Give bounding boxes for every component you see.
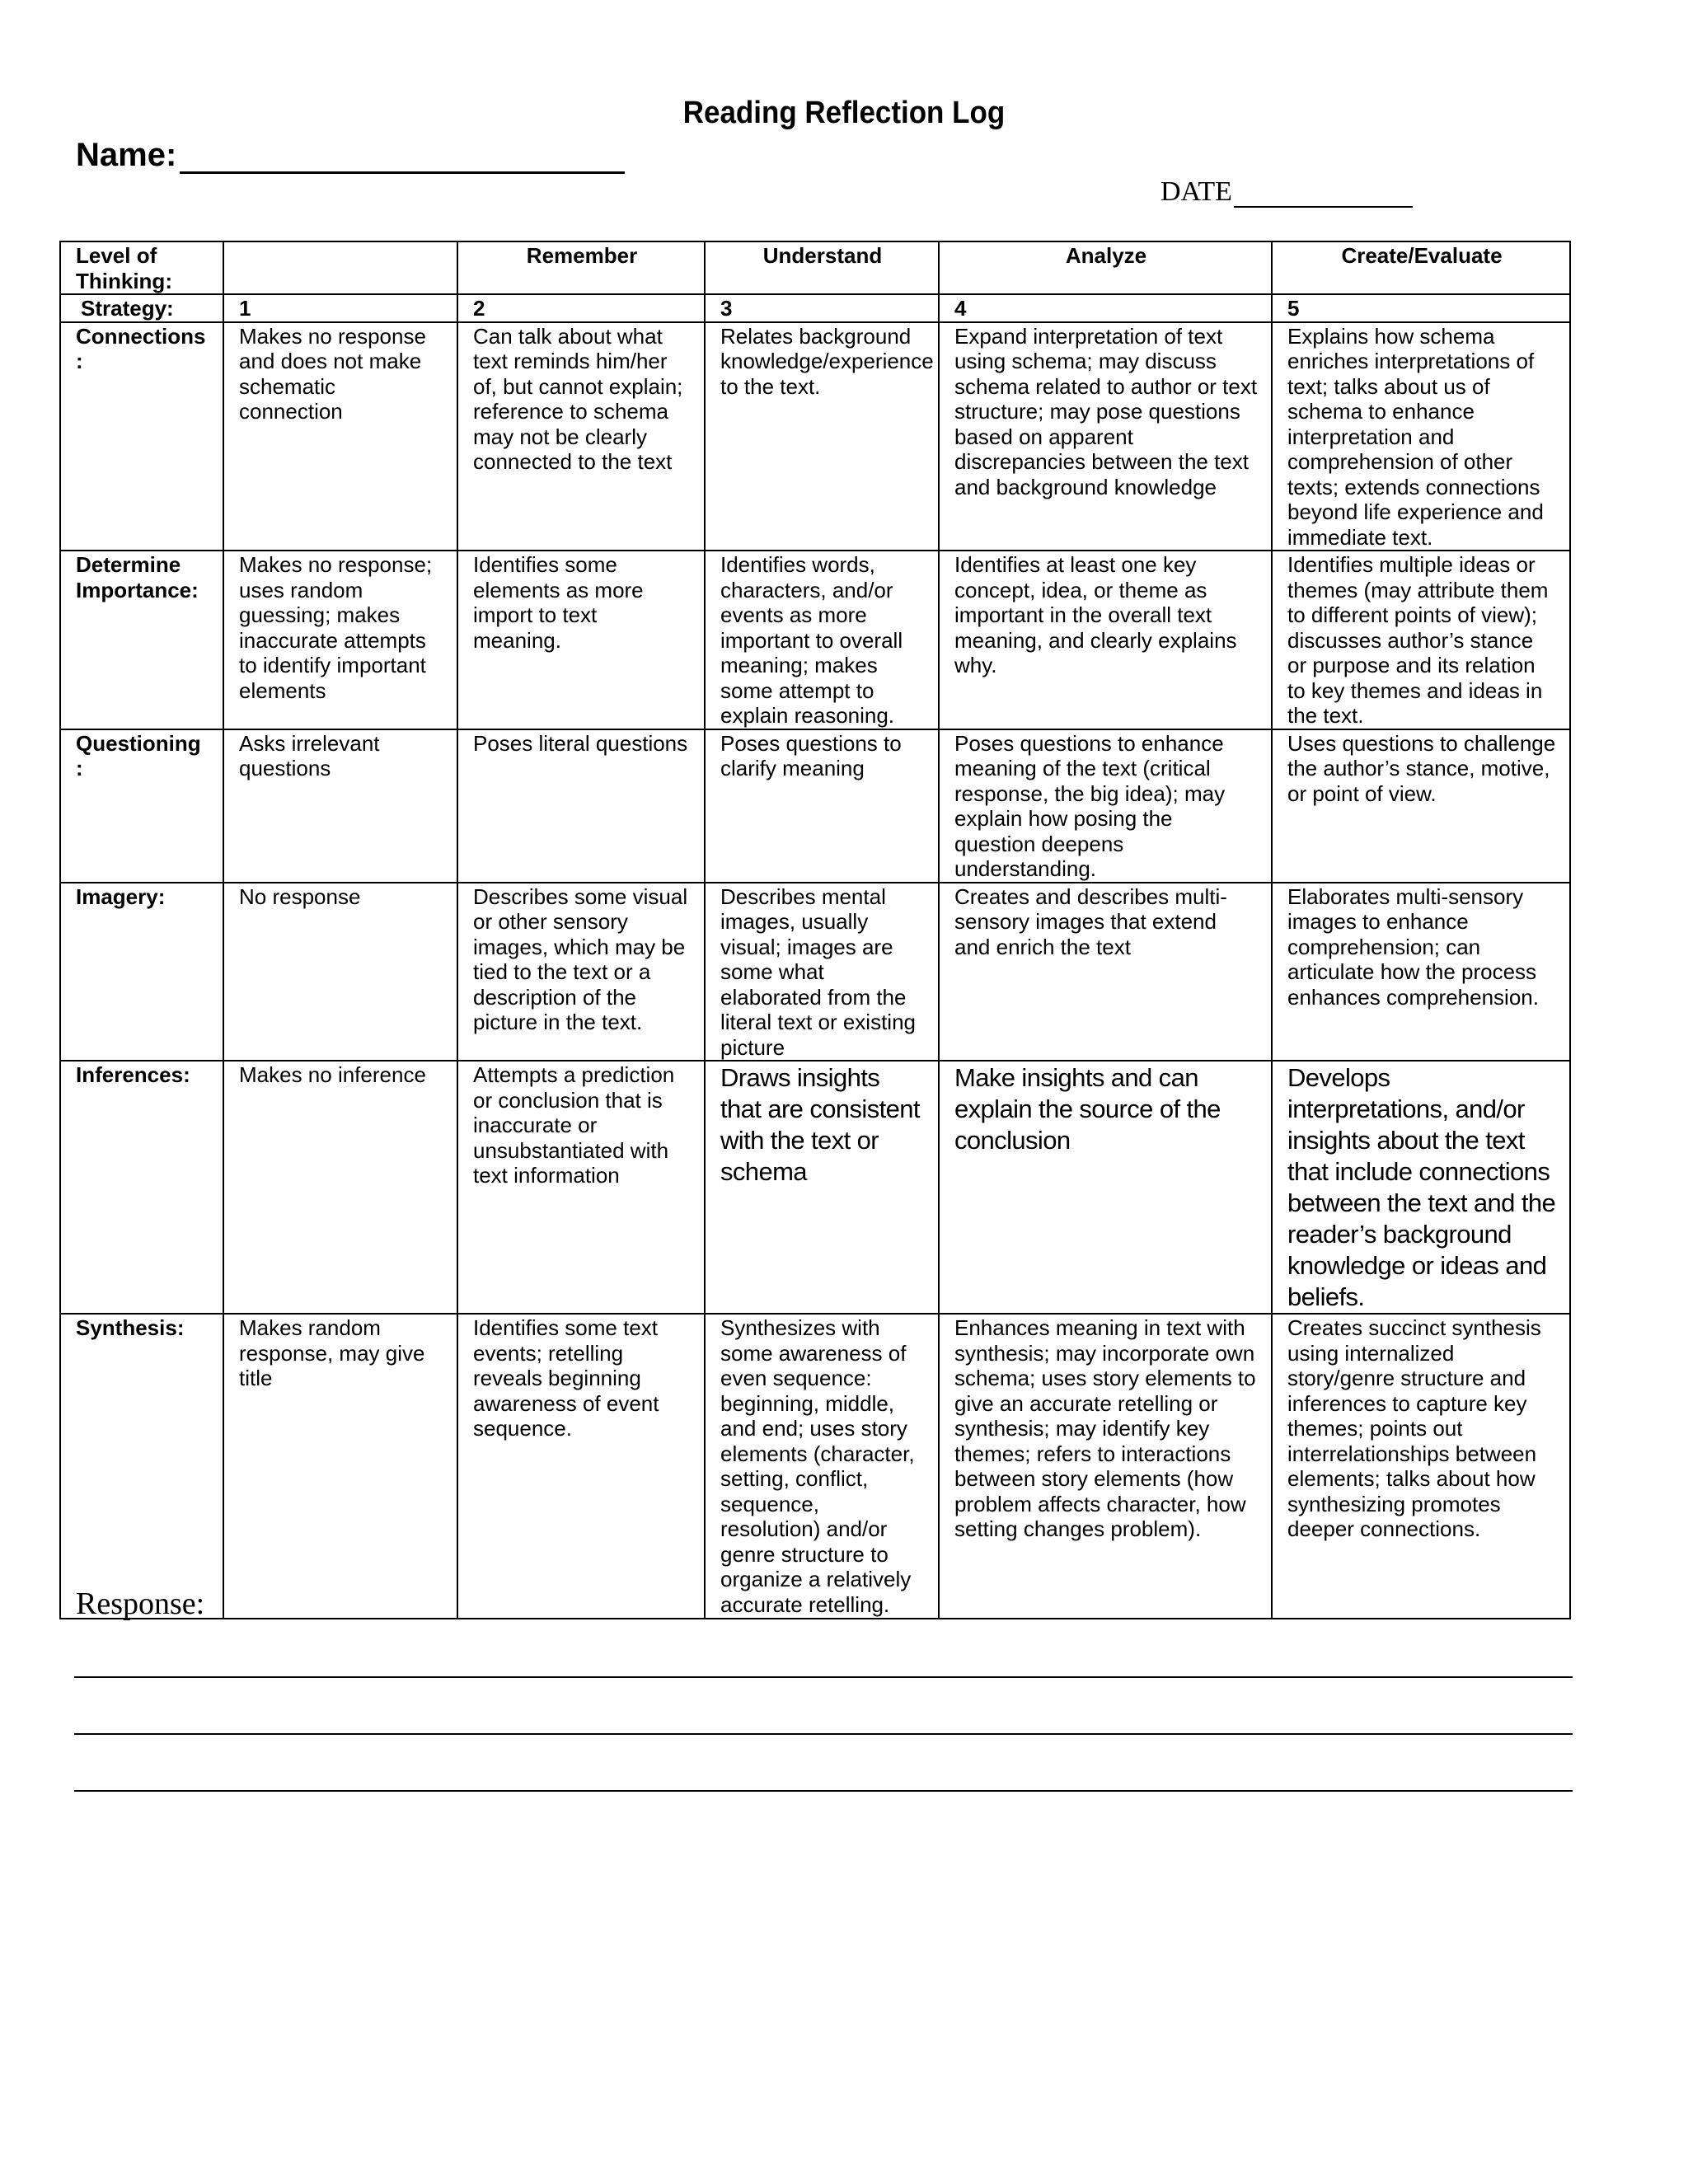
- table-cell: Creates and describes multi-sensory images that extend and enrich the text: [939, 883, 1272, 1062]
- table-cell: Draws insights that are consistent with the text or schema: [705, 1061, 939, 1314]
- table-cell: Attempts a prediction or conclusion that is inaccurate or unsubstantiated with text information: [457, 1061, 705, 1314]
- rubric-table: [59, 241, 1571, 1619]
- table-row: [60, 1314, 1570, 1619]
- response-line[interactable]: [74, 1733, 1573, 1735]
- date-field: [1160, 176, 1413, 208]
- table-cell: Relates background knowledge/experience to the text.: [705, 322, 939, 551]
- table-row: [60, 1061, 1570, 1314]
- row-label: Imagery:: [60, 883, 223, 1062]
- header-cell: Level of Thinking:: [60, 241, 223, 294]
- table-cell: Synthesizes with some awareness of even sequence: beginning, middle, and end; uses story elements (character, setting, conflict, sequence, resolution) and/or genre structure to organize a relatively accurate retelling.: [705, 1314, 939, 1619]
- date-label: DATE: [1160, 176, 1232, 207]
- header-cell: Analyze: [939, 241, 1272, 294]
- table-cell: Develops interpretations, and/or insights about the text that include connections between the text and the reader’s background knowledge or ideas and beliefs.: [1272, 1061, 1570, 1314]
- table-cell: Identifies some text events; retelling reveals beginning awareness of event sequence.: [457, 1314, 705, 1619]
- table-cell: Asks irrelevant questions: [223, 729, 457, 883]
- name-label: Name:: [76, 137, 177, 173]
- page-title: Reading Reflection Log: [682, 96, 1006, 130]
- header-cell: Create/Evaluate: [1272, 241, 1570, 294]
- table-cell: Makes random response, may give title: [223, 1314, 457, 1619]
- table-cell: Makes no response and does not make schematic connection: [223, 322, 457, 551]
- table-cell: Expand interpretation of text using schema; may discuss schema related to author or text structure; may pose questions based on apparent discrepancies between the text and background knowledge: [939, 322, 1272, 551]
- date-blank-line[interactable]: [1234, 183, 1413, 208]
- row-label: Connections :: [60, 322, 223, 551]
- table-cell: Uses questions to challenge the author’s stance, motive, or point of view.: [1272, 729, 1570, 883]
- response-line[interactable]: [74, 1790, 1573, 1792]
- row-label: Synthesis:: [60, 1314, 223, 1619]
- strategy-number: 2: [457, 294, 705, 322]
- table-cell: Poses literal questions: [457, 729, 705, 883]
- header-row: [60, 241, 1570, 294]
- table-row: [60, 322, 1570, 551]
- header-cell: Understand: [705, 241, 939, 294]
- row-label: Questioning :: [60, 729, 223, 883]
- table-cell: Identifies multiple ideas or themes (may attribute them to different points of view); discusses author’s stance or purpose and its relation to key themes and ideas in the text.: [1272, 551, 1570, 729]
- row-label: Inferences:: [60, 1061, 223, 1314]
- response-label: Response:: [76, 1586, 205, 1621]
- strategy-number: 5: [1272, 294, 1570, 322]
- header-cell: [223, 241, 457, 294]
- table-cell: Describes mental images, usually visual; images are some what elaborated from the literal text or existing picture: [705, 883, 939, 1062]
- table-cell: No response: [223, 883, 457, 1062]
- strategy-row: [60, 294, 1570, 322]
- table-cell: Can talk about what text reminds him/her of, but cannot explain; reference to schema may not be clearly connected to the text: [457, 322, 705, 551]
- name-blank-line[interactable]: [180, 143, 625, 174]
- strategy-number: 4: [939, 294, 1272, 322]
- table-cell: Poses questions to enhance meaning of the text (critical response, the big idea); may explain how posing the question deepens understanding.: [939, 729, 1272, 883]
- name-field: [76, 137, 625, 174]
- header-cell: Remember: [457, 241, 705, 294]
- strategy-label: Strategy:: [60, 294, 223, 322]
- table-cell: Identifies some elements as more import to text meaning.: [457, 551, 705, 729]
- table-cell: Explains how schema enriches interpretations of text; talks about us of schema to enhance interpretation and comprehension of other texts; extends connections beyond life experience and immediate text.: [1272, 322, 1570, 551]
- table-cell: Elaborates multi-sensory images to enhance comprehension; can articulate how the process enhances comprehension.: [1272, 883, 1570, 1062]
- row-label: Determine Importance:: [60, 551, 223, 729]
- strategy-number: 3: [705, 294, 939, 322]
- table-cell: Identifies words, characters, and/or events as more important to overall meaning; makes some attempt to explain reasoning.: [705, 551, 939, 729]
- table-cell: Enhances meaning in text with synthesis; may incorporate own schema; uses story elements to give an accurate retelling or synthesis; may identify key themes; refers to interactions between story elements (how problem affects character, how setting changes problem).: [939, 1314, 1272, 1619]
- table-cell: Makes no response; uses random guessing; makes inaccurate attempts to identify important elements: [223, 551, 457, 729]
- table-row: [60, 551, 1570, 729]
- table-cell: Creates succinct synthesis using internalized story/genre structure and inferences to capture key themes; points out interrelationships between elements; talks about how synthesizing promotes deeper connections.: [1272, 1314, 1570, 1619]
- table-row: [60, 883, 1570, 1062]
- strategy-number: 1: [223, 294, 457, 322]
- table-cell: Describes some visual or other sensory images, which may be tied to the text or a description of the picture in the text.: [457, 883, 705, 1062]
- table-cell: Makes no inference: [223, 1061, 457, 1314]
- table-row: [60, 729, 1570, 883]
- table-cell: Make insights and can explain the source of the conclusion: [939, 1061, 1272, 1314]
- response-line[interactable]: [74, 1676, 1573, 1678]
- table-cell: Identifies at least one key concept, idea, or theme as important in the overall text meaning, and clearly explains why.: [939, 551, 1272, 729]
- table-cell: Poses questions to clarify meaning: [705, 729, 939, 883]
